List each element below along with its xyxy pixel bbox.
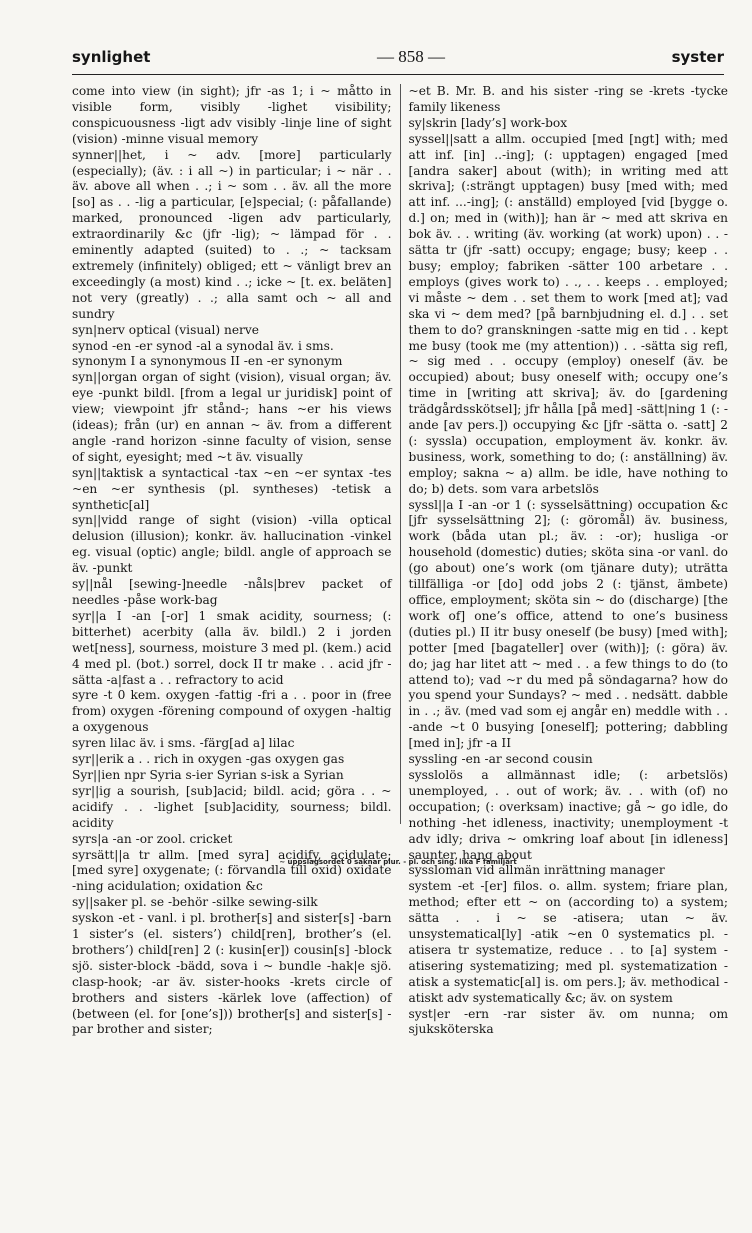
entry: syn||taktisk a syntactical -tax ~en ~er syntax -tes ~en ~er synthesis (pl. syntheses) -tetisk a synthetic[al] bbox=[72, 465, 392, 512]
left-guide-word: synlighet bbox=[72, 48, 151, 66]
entry: come into view (in sight); jfr -as 1; i ~ måtto in visible form, visibly -lighet visibility; conspicuousness -ligt adv visibly -linje line of sight (vision) -minne visual memory bbox=[72, 84, 392, 146]
entry: syren lilac äv. i sms. -färg[ad a] lilac bbox=[72, 736, 295, 751]
right-guide-word: syster bbox=[671, 48, 724, 66]
entry: syr||a I -an [-or] 1 smak acidity, sourness; (: bitterhet) acerbity (alla äv. bildl.) 2 i jorden wet[ness], sourness, moisture 3 med pl. (kem.) acid 4 med pl. (bot.) sorrel, dock II tr make . . acid jfr -sätta -a|fast a . . refractory to acid bbox=[72, 608, 392, 687]
entry: syssel||satt a allm. occupied [med [ngt] with; med att inf. [in] ..-ing]; (: upptagen) engaged [med [andra saker] about (with); in writing med att skriva]; (:strängt upptagen) busy [med with; med att inf. ...-ing]; (: anställd) employed [vid [bygge o. d.] on; med in (with)]; han är ~ med att skriva en bok äv. . . writing (äv. working (at work) upon) . . -sätta tr (jfr -satt) occupy; engage; busy; keep . . busy; employ; fabriken -sätter 100 arbetare . . employs (gives work to) . ., . . keeps . . employed; vi måste ~ dem . . set them to work [med at]; vad ska vi ~ dem med? [på barnbjudning el. d.] . . set them to do? granskningen -satte mig en tid . . kept me busy (took me (my attention)) . . -sätta sig refl, ~ sig med . . occupy (employ) oneself (äv. be occupied) about; busy oneself with; occupy one’s time in [writing att skriva]; äv. do [gardening trädgårdsskötsel]; jfr hålla [på med] -sätt|ning 1 (: -ande [av pers.]) occupying &c [jfr -sätta o. -satt] 2 (: syssla) occupation, employment äv. konkr. äv. business, work, something to do; (: anställning) äv. employ; sakna ~ a) allm. be idle, have nothing to do; b) dets. som vara arbetslös bbox=[408, 131, 728, 496]
page-number: — 858 — bbox=[377, 47, 446, 66]
entry: syr||ig a sourish, [sub]acid; bildl. acid; göra . . ~ acidify . . -lighet [sub]acidity, sourness; bildl. acidity bbox=[72, 783, 392, 830]
entry: syre -t 0 kem. oxygen -fattig -fri a . . poor in (free from) oxygen -förening compound of oxygen -haltig a oxygenous bbox=[72, 688, 392, 735]
entry: ~et B. Mr. B. and his sister -ring se -krets -tycke family likeness bbox=[408, 84, 728, 114]
entry: sy||saker pl. se -behör -silke sewing-silk bbox=[72, 895, 318, 910]
entry: syrs|a -an -or zool. cricket bbox=[72, 831, 233, 846]
entry: syn|nerv optical (visual) nerve bbox=[72, 322, 259, 337]
entry: syn||organ organ of sight (vision), visual organ; äv. eye -punkt bildl. [from a legal ur juridisk] point of view; viewpoint jfr stånd-; hans ~er his views (ideas); från (ur) en annan ~ äv. from a different angle -rand horizon -sinne faculty of vision, sense of sight, eyesight; med ~t äv. visually bbox=[72, 370, 392, 464]
entry: syn||vidd range of sight (vision) -villa optical delusion (illusion); konkr. äv. hallucination -vinkel eg. visual (optic) angle; bildl. angle of approach se äv. -punkt bbox=[72, 513, 392, 576]
entry: syst|er -ern -rar sister äv. om nunna; om sjuksköterska bbox=[408, 1006, 728, 1037]
entry: sysslolös a allmännast idle; (: arbetslös) unemployed, . . out of work; äv. . . with (of) no occupation; (: overksam) inactive; gå ~ go idle, do nothing -het idleness, inactivity; unemployment -t adv idly; driva ~ omkring loaf about [in idleness] saunter, hang about bbox=[408, 767, 728, 862]
entry: synod -en -er synod -al a synodal äv. i sms. bbox=[72, 338, 334, 353]
entry: syskon -et - vanl. i pl. brother[s] and sister[s] -barn 1 sister’s (el. sisters’) child[ren], brother’s (el. brothers’) child[ren] 2 (: kusin[er]) cousin[s] -block sjö. sister-block -bädd, sova i ~ bundle -hak|e sjö. clasp-hook; -ar äv. sister-hooks -krets circle of brothers and sisters -kärlek love (affection) of (between (el. for [one’s])) brother[s] and sister[s] -par brother and sister; bbox=[72, 911, 392, 1037]
right-column bbox=[401, 84, 729, 1037]
entry: syssloman vid allmän inrättning manager bbox=[408, 863, 665, 878]
entry: Syr||ien npr Syria s-ier Syrian s-isk a Syrian bbox=[72, 767, 344, 782]
abbreviation-legend: ~ uppslagsordet 0 saknar plur. - pl. och sing. lika F familjärt bbox=[279, 858, 517, 866]
page-header bbox=[72, 44, 724, 75]
entry: sy|skrin [lady’s] work-box bbox=[408, 115, 568, 130]
entry: syssling -en -ar second cousin bbox=[408, 752, 593, 767]
entry: syr||erik a . . rich in oxygen -gas oxygen gas bbox=[72, 752, 345, 767]
entry: synner||het, i ~ adv. [more] particularly (especially); (äv. : i all ~) in particular; i ~ när . . äv. above all when . .; i ~ som . . äv. all the more [so] as . . -lig a particular, [e]special; (: påfallande) marked, pronounced -ligen adv particularly, extraordinarily &c (jfr -lig); ~ lämpad för . . eminently adapted (suited) to . .; ~ tacksam extremely (infinitely) obliged; ett ~ vänligt brev an exceedingly (a most) kind . .; icke ~ [t. ex. beläten] not very (greatly) . .; alla samt och ~ all and sundry bbox=[72, 147, 392, 321]
entry: syrsätt||a tr allm. [med syra] acidify, acidulate; [med syre] oxygenate; (: förvandla till oxid) oxidate -ning acidulation; oxidation &c bbox=[72, 847, 392, 894]
entry: sy||nål [sewing-]needle -nåls|brev packet of needles -påse work-bag bbox=[72, 577, 392, 607]
entry: synonym I a synonymous II -en -er synonym bbox=[72, 354, 343, 369]
entry: syssl||a I -an -or 1 (: sysselsättning) occupation &c [jfr sysselsättning 2]; (: göromål) äv. business, work (båda utan pl.; äv. : -or); husliga -or household (domestic) duties; sköta sina -or vanl. do (go about) one’s work (om tjänare duty); uträtta tillfälliga -or [do] odd jobs 2 (: tjänst, ämbete) office, employment; sköta sin ~ do (discharge) [the work of] one’s office, attend to one’s business (duties pl.) II itr busy oneself (be busy) [med with]; potter [med [bagateller] over (with)]; (: göra) äv. do; jag har litet att ~ med . . a few things to do (to attend to); vad ~r du med på söndagarna? how do you spend your Sundays? ~ med . . nedsätt. dabble in . .; äv. (med vad som ej angår en) meddle with . . -ande ~t 0 busying [oneself]; pottering; dabbling [med in]; jfr -a II bbox=[408, 497, 728, 751]
entry: system -et -[er] filos. o. allm. system; friare plan, method; efter ett ~ on (according to) a system; sätta . . i ~ se -atisera; utan ~ äv. unsystematical[ly] -atik ~en 0 systematics pl. -atisera tr systematize, reduce . . to [a] system -atisering systematizing; med pl. systematization -atisk a systematic[al] is. om pers.]; äv. methodical -atiskt adv systematically &c; äv. on system bbox=[408, 879, 728, 1005]
